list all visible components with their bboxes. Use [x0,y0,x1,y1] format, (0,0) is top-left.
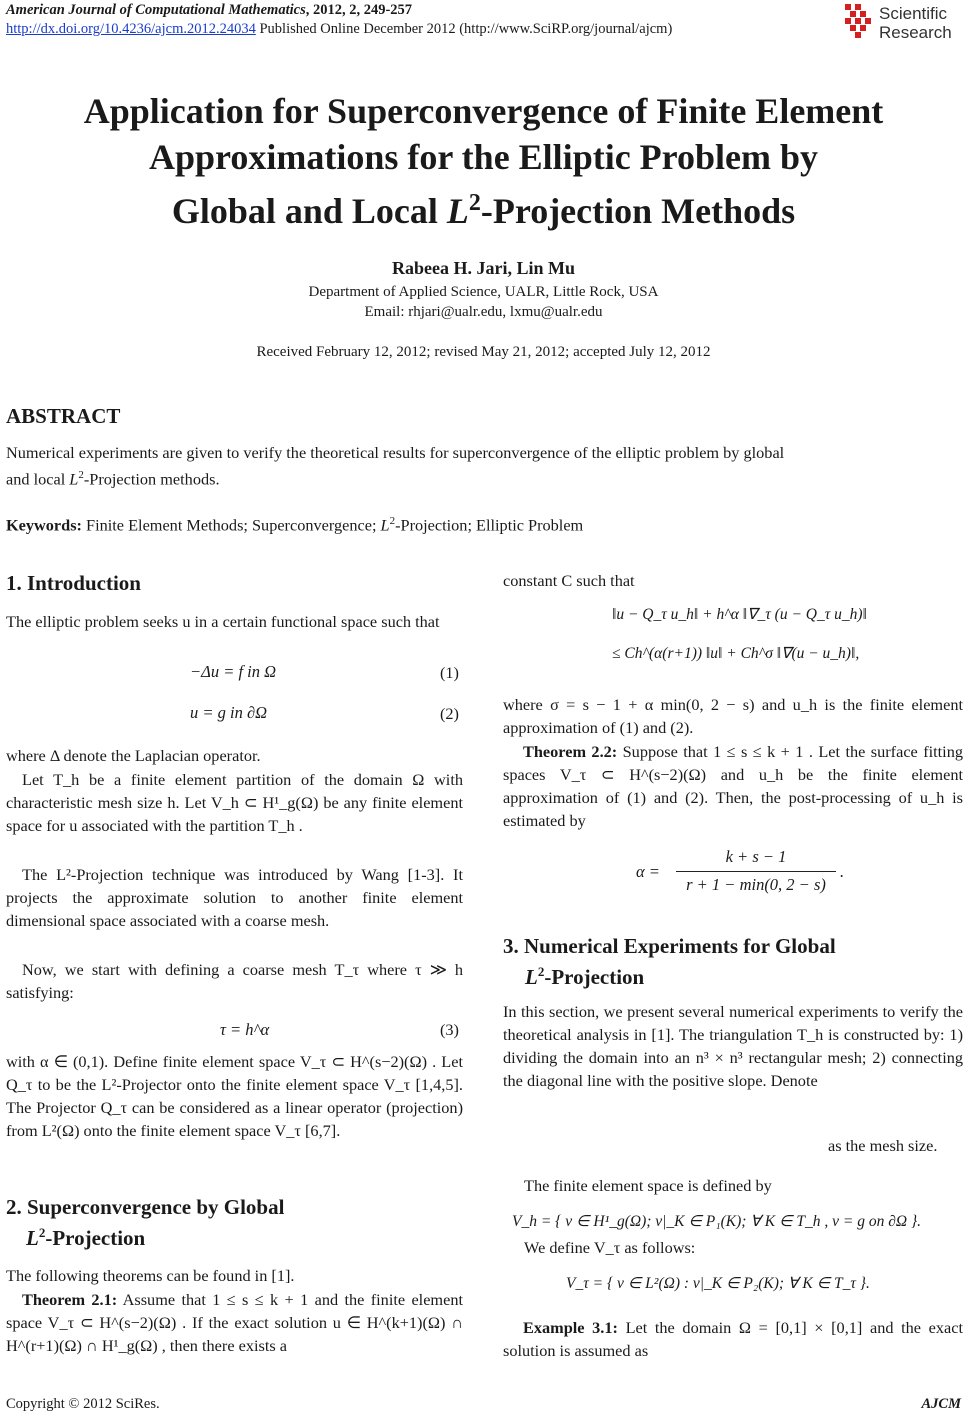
example-3-1-label: Example 3.1: [523,1318,618,1337]
example-3-1-text: Let the domain Ω = [0,1] × [0,1] and the exact solution is assumed as [503,1318,963,1360]
sec1-p2: where Δ denote the Laplacian operator. [6,746,261,765]
footer-copyright: Copyright © 2012 SciRes. [6,1396,160,1412]
eq2-number: (2) [440,704,459,723]
sec3-p3: We define V_τ as follows: [524,1238,696,1257]
published-online: Published Online December 2012 (http://www.SciRP.org/journal/ajcm) [255,21,673,37]
authors: Rabeea H. Jari, Lin Mu [392,258,575,278]
Vt-definition: V_τ = { v ∈ L²(Ω) : v|_K ∈ P₂(K); ∀ K ∈ T_τ }. [566,1275,870,1292]
title-line3b: -Projection Methods [480,191,796,231]
title-line3a: Global and Local [171,191,447,231]
sec1-p1: The elliptic problem seeks u in a certain functional space such that [6,612,440,631]
keywords: Keywords: Finite Element Methods; Superconvergence; $L^2$-Projection; Elliptic Problem [6,515,584,535]
theorem-2-2 [503,740,963,832]
paper-title [0,88,967,234]
section1-heading: 1. Introduction [6,571,141,595]
section3-heading-line1: 3. Numerical Experiments for Global [503,934,836,958]
abstract-body [6,441,964,490]
alpha-formula: α = k + s − 1 r + 1 − min(0, 2 − s) . [636,847,845,894]
abstract-line2b: -Projection methods. [83,469,220,489]
logo-line2: Research [879,23,952,42]
title-line3: Global and Local $L^2$-Projection Methods [171,190,796,231]
journal-header [6,2,412,19]
doi-link[interactable]: http://dx.doi.org/10.4236/ajcm.2012.24034 [6,21,256,37]
abstract-line2a: and local [6,469,70,489]
title-line2: Approximations for the Elliptic Problem by [148,137,819,177]
sec1-p6: with α ∈ (0,1). Define finite element space V_τ ⊂ H^(s−2)(Ω) . Let Q_τ to be the L²-Projector onto the finite element space V_τ [1,4,5]. The Projector Q_τ can be considered as a linear operator (projection) from L²(Ω) onto the finite element space V_τ [6,7]. [6,1052,463,1140]
journal-volume: , 2012, 2, 249-257 [305,2,413,18]
sec2-p1: The following theorems can be found in [1]. [6,1266,295,1285]
section2-heading-line1: 2. Superconvergence by Global [6,1195,285,1219]
sec3-p2: The finite element space is defined by [524,1176,772,1195]
logo-line1: Scientific [879,4,948,23]
doi-line [6,21,672,38]
logo-text [879,4,952,42]
sec3-p1-end: as the mesh size. [828,1136,938,1155]
abstract-line1: Numerical experiments are given to verify the theoretical results for superconvergence of the elliptic problem by global [6,443,785,462]
section2-heading-line2-text: -Projection [45,1226,146,1250]
Vh-definition: V_h = { v ∈ H¹_g(Ω); v|_K ∈ P₁(K); ∀ K ∈ T_h , v = g on ∂Ω }. [512,1213,922,1230]
const-text: constant C such that [503,571,635,590]
publisher-logo [843,2,963,46]
footer-journal: AJCM [921,1396,961,1412]
example-3-1 [503,1316,963,1362]
logo-mark-icon [843,2,877,42]
journal-name: American Journal of Computational Mathematics [6,2,306,18]
eq1: −Δu = f in Ω [190,662,277,681]
title-line1: Application for Superconvergence of Finite Element [83,91,884,131]
keywords-label: Keywords: [6,515,82,535]
inequality-line1: ‖u − Q_τ u_h‖ + h^α ‖∇_τ (u − Q_τ u_h)‖ [612,606,867,623]
keywords-b: -Projection; Elliptic Problem [395,515,584,535]
abstract-heading: ABSTRACT [6,404,121,428]
alpha-denominator: r + 1 − min(0, 2 − s) [686,875,826,894]
affiliation: Department of Applied Science, UALR, Little Rock, USA [308,284,659,300]
abstract-line2: and local $L^2$-Projection methods. [6,469,220,489]
sec3-p1: In this section, we present several numerical experiments to verify the theoretical analysis in [1]. The triangulation T_h is constructed by: 1) dividing the domain into an n³ × n³ rectangular mesh; 2) connecting the diagonal line with the positive slope. Denote [503,1002,963,1090]
eq2: u = g in ∂Ω [190,703,268,722]
sec1-p5: Now, we start with defining a coarse mesh T_τ where τ ≫ h satisfying: [6,960,463,1002]
eq3-number: (3) [440,1020,459,1039]
theorem-2-1-text: Assume that 1 ≤ s ≤ k + 1 and the finite element space V_τ ⊂ H^(s−2)(Ω) . If the exact solution u ∈ H^(k+1)(Ω) ∩ H^(r+1)(Ω) ∩ H¹_g(Ω) , then there exists a [6,1290,463,1355]
section2-heading-line2: $L^2$-Projection [26,1225,146,1250]
eq3: τ = h^α [220,1020,270,1039]
theorem-2-1-label: Theorem 2.1: [22,1290,118,1309]
theorem-2-1 [6,1288,463,1357]
keywords-a: Finite Element Methods; Superconvergence; [81,515,381,535]
sigma-where: where σ = s − 1 + α min(0, 2 − s) and u_h is the finite element approximation of (1) and (2). [503,695,963,737]
theorem-2-2-label: Theorem 2.2: [523,742,618,761]
inequality-line2: ≤ Ch^(α(r+1)) ‖u‖ + Ch^σ ‖∇(u − u_h)‖, [612,645,860,662]
sec1-p4: The L²-Projection technique was introduced by Wang [1-3]. It projects the approximate solution to another finite element dimensional space associated with a coarse mesh. [6,865,463,930]
theorem-2-2-text: Suppose that 1 ≤ s ≤ k + 1 . Let the surface fitting spaces V_τ ⊂ H^(s−2)(Ω) and u_h be the finite element approximation of (1) and (2). Then, the post-processing of u_h is estimated by [503,742,963,830]
email: Email: rhjari@ualr.edu, lxmu@ualr.edu [364,304,603,320]
eq1-number: (1) [440,663,459,682]
received-dates: Received February 12, 2012; revised May 21, 2012; accepted July 12, 2012 [256,344,711,360]
section3-heading [503,934,836,990]
section2-heading [6,1195,284,1251]
section3-heading-line2-text: -Projection [544,965,645,989]
sec1-p3: Let T_h be a finite element partition of the domain Ω with characteristic mesh size h. Let V_h ⊂ H¹_g(Ω) be any finite element space for u associated with the partition T_h . [6,770,463,835]
alpha-numerator: k + s − 1 [725,847,787,866]
section3-heading-line2: $L^2$-Projection [525,964,645,989]
